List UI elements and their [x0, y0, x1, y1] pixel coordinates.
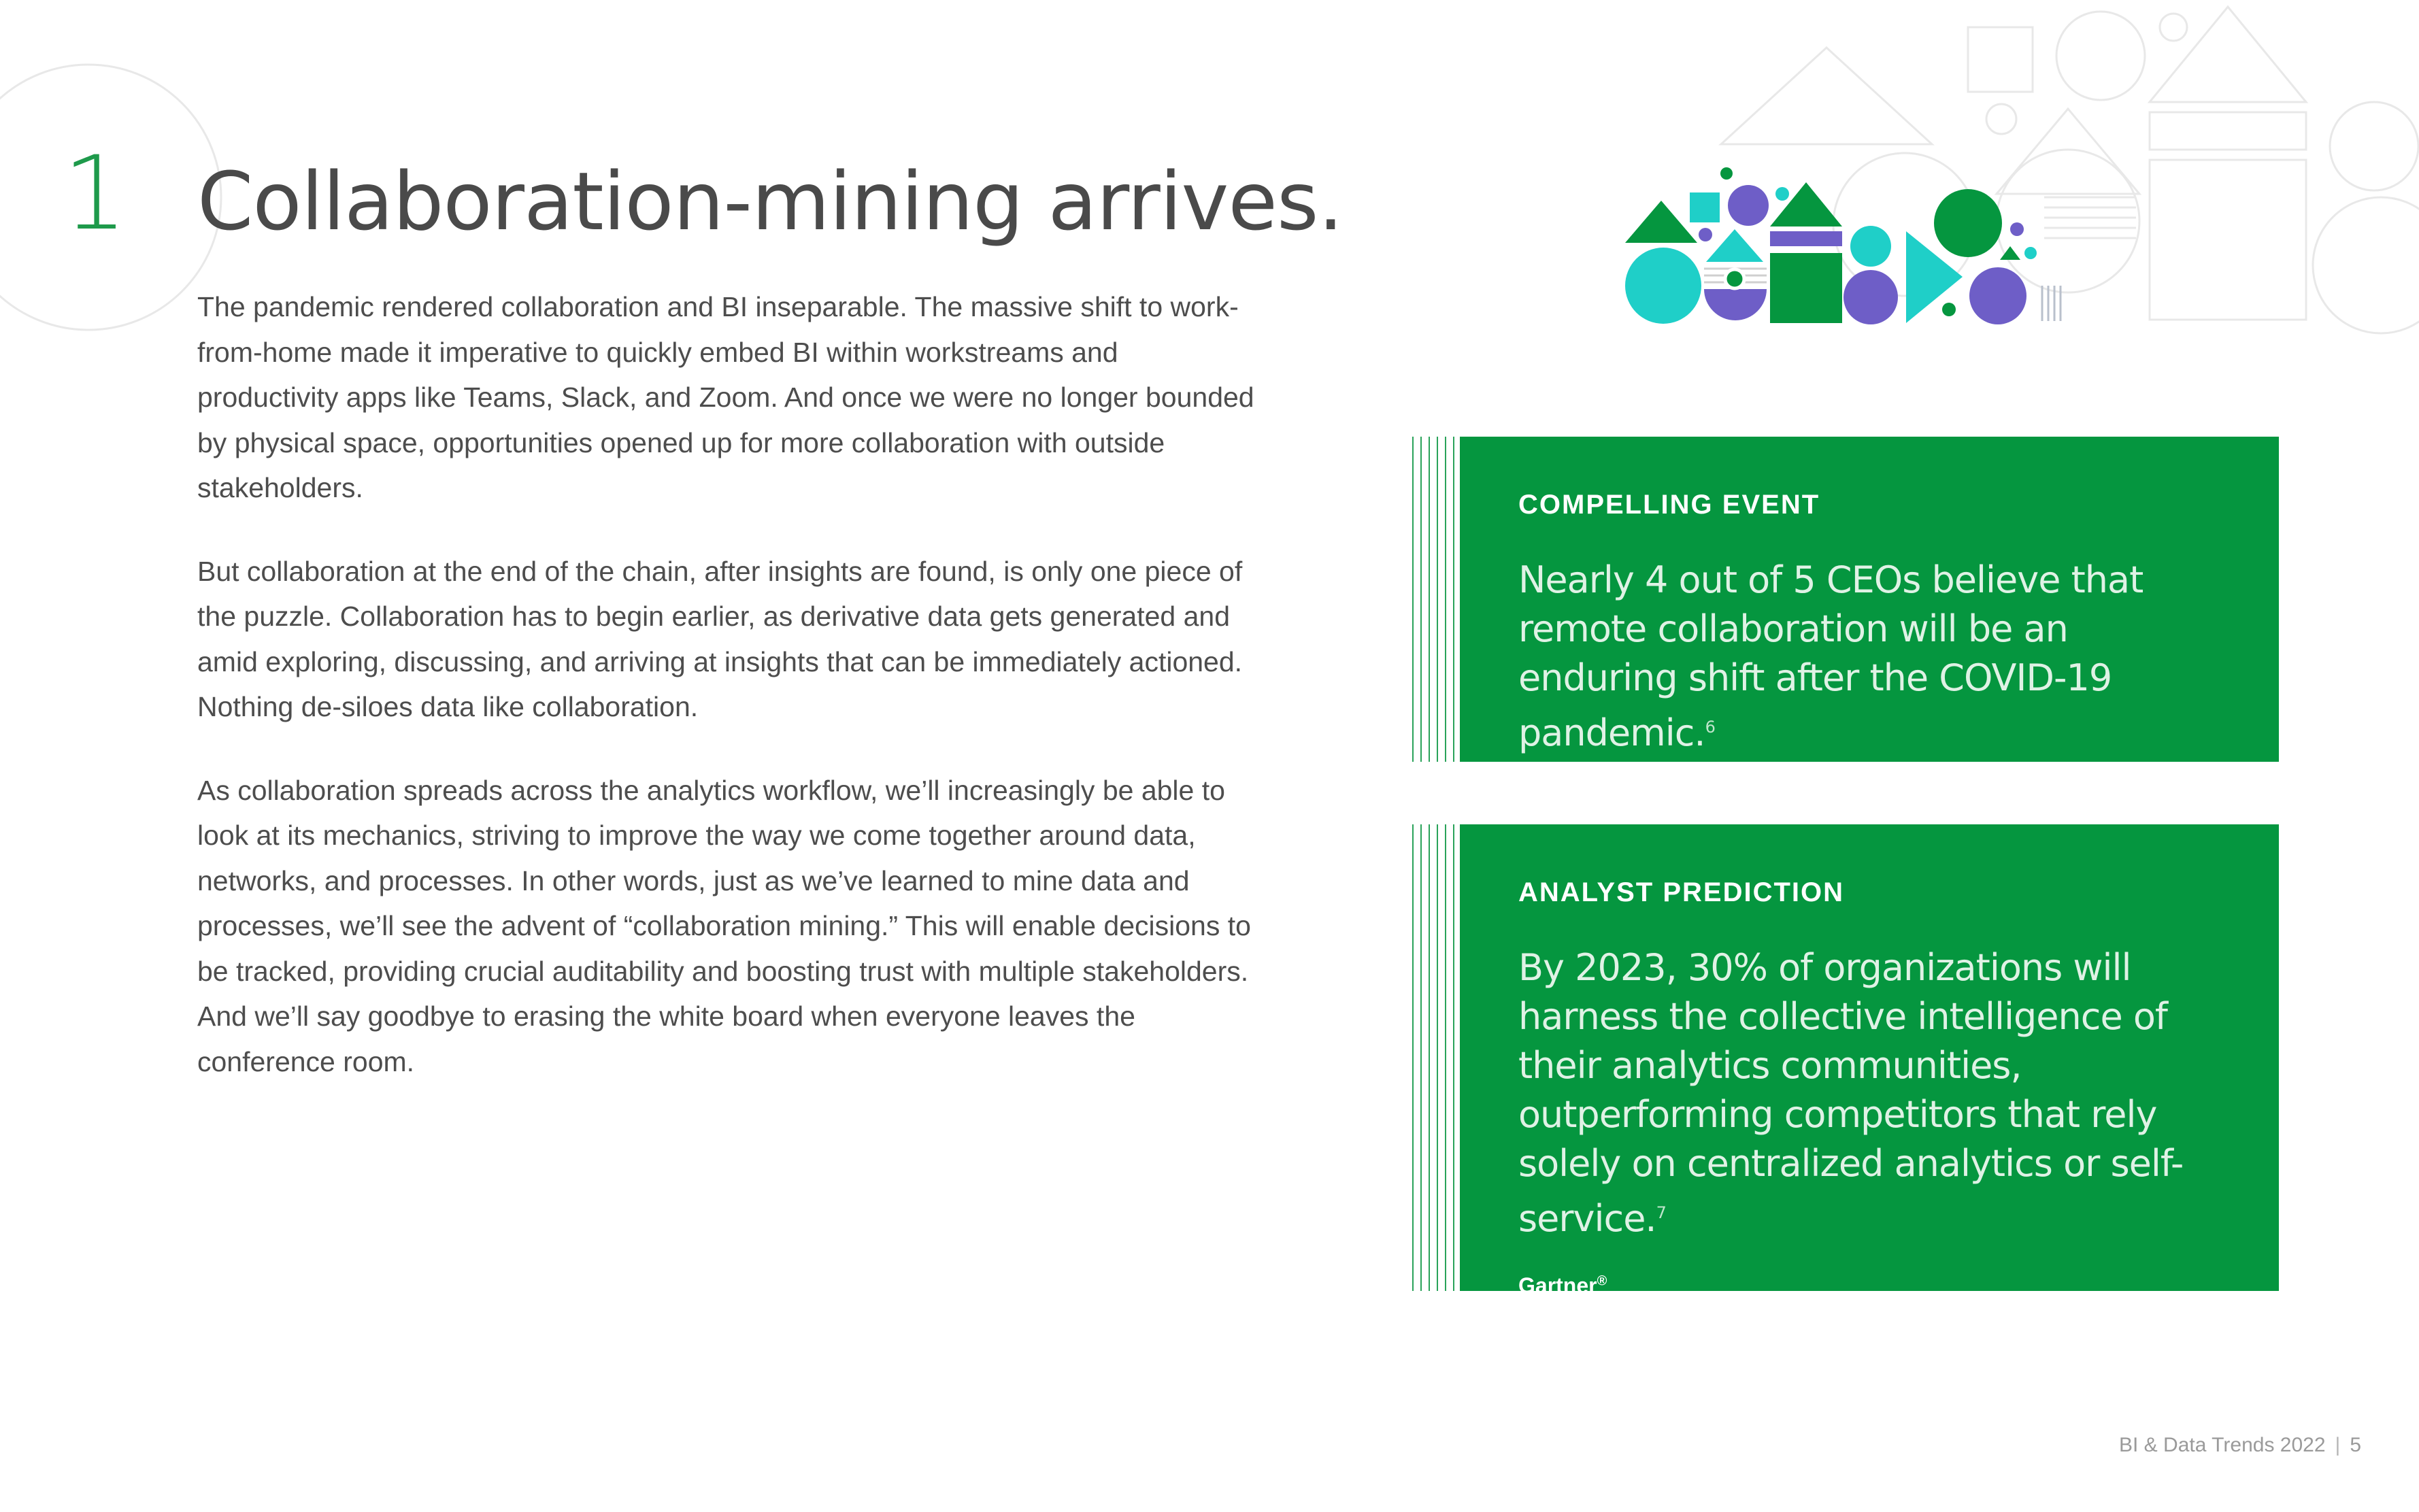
green-triangle-icon [1625, 201, 1697, 243]
page-footer [2119, 1434, 2361, 1457]
callout-heading: COMPELLING EVENT [1518, 490, 1820, 520]
callout-heading: ANALYST PREDICTION [1518, 877, 1845, 907]
purple-half-circle-icon [1704, 289, 1767, 320]
outline-square-icon [1968, 27, 2033, 92]
outline-circle-icon [1833, 153, 1976, 296]
section-number: 1 [63, 135, 128, 253]
outline-triangle-icon [1721, 48, 1932, 144]
footnote-marker: 6 [1705, 718, 1715, 737]
page-number: 5 [2350, 1434, 2361, 1456]
callout-source: Gartner® [1518, 1273, 1607, 1298]
footer-separator: | [2335, 1434, 2341, 1456]
decorative-stripes [1412, 824, 1460, 1291]
outline-circle-icon [2313, 197, 2419, 333]
body-text [197, 284, 1258, 1122]
green-circle-icon [1934, 189, 2002, 257]
outline-circle-icon [1986, 104, 2016, 134]
body-paragraph: As collaboration spreads across the analytics workflow, we’ll increasingly be able to look at its mechanics, striving to improve the way we come together around data, networks, and processes. In other words, just as we’ve learned to mine data and processes, we’ll see the advent of “collaboration mining.” This will enable decisions to be tracked, providing crucial auditability and boosting trust with multiple stakeholders. And we’ll say goodbye to erasing the white board when everyone leaves the conference room. [197, 774, 1251, 1077]
green-triangle-icon [1770, 182, 1842, 226]
outline-rect-icon [2150, 112, 2306, 150]
outline-circle-icon [1997, 150, 2139, 292]
footnote-marker: 7 [1656, 1203, 1666, 1222]
outline-triangle-icon [1997, 109, 2139, 194]
green-square-icon [1770, 253, 1842, 323]
page-title: Collaboration-mining arrives. [197, 154, 1343, 248]
purple-circle-icon [1969, 267, 2026, 324]
teal-circle-icon [1625, 248, 1701, 324]
decorative-stripes [1412, 437, 1460, 762]
body-paragraph: The pandemic rendered collaboration and BI inseparable. The massive shift to work-from-home made it imperative to quickly embed BI within workstreams and productivity apps like Teams, Slack, and Zoom. And once we were no longer bounded by physical space, opportunities opened up for more collaboration with outside stakeholders. [197, 291, 1254, 503]
teal-square-icon [1690, 192, 1720, 222]
outline-triangle-icon [2150, 7, 2306, 102]
teal-triangle-icon [1706, 229, 1763, 262]
callout-quote: Nearly 4 out of 5 CEOs believe that remote collaboration will be an enduring shift after the COVID-19 pandemic.$^6$ [1518, 558, 2143, 754]
document-title: BI & Data Trends 2022 [2119, 1434, 2326, 1456]
outline-circle-icon [2056, 12, 2145, 100]
geometric-shapes-illustration [1625, 167, 2061, 324]
compelling-event-callout [1412, 437, 2279, 762]
outline-circle-icon [2160, 14, 2187, 41]
callout-quote: By 2023, 30% of organizations will harness the collective intelligence of their analytics communities, outperforming competitors that rely solely on centralized analytics or self-service.$^7$ [1518, 946, 2184, 1240]
purple-circle-icon [1844, 270, 1898, 324]
teal-play-icon [1906, 231, 1963, 323]
purple-circle-icon [1728, 185, 1769, 226]
outline-circle-icon [2330, 102, 2418, 190]
body-paragraph: But collaboration at the end of the chain, after insights are found, is only one piece of the puzzle. Collaboration has to begin earlier, as derivative data gets generated and amid exploring, discussing, and arriving at insights that can be immediately actioned. Nothing de-siloes data like collaboration. [197, 555, 1243, 722]
outline-rect-icon [2150, 160, 2306, 320]
analyst-prediction-callout [1412, 824, 2279, 1298]
